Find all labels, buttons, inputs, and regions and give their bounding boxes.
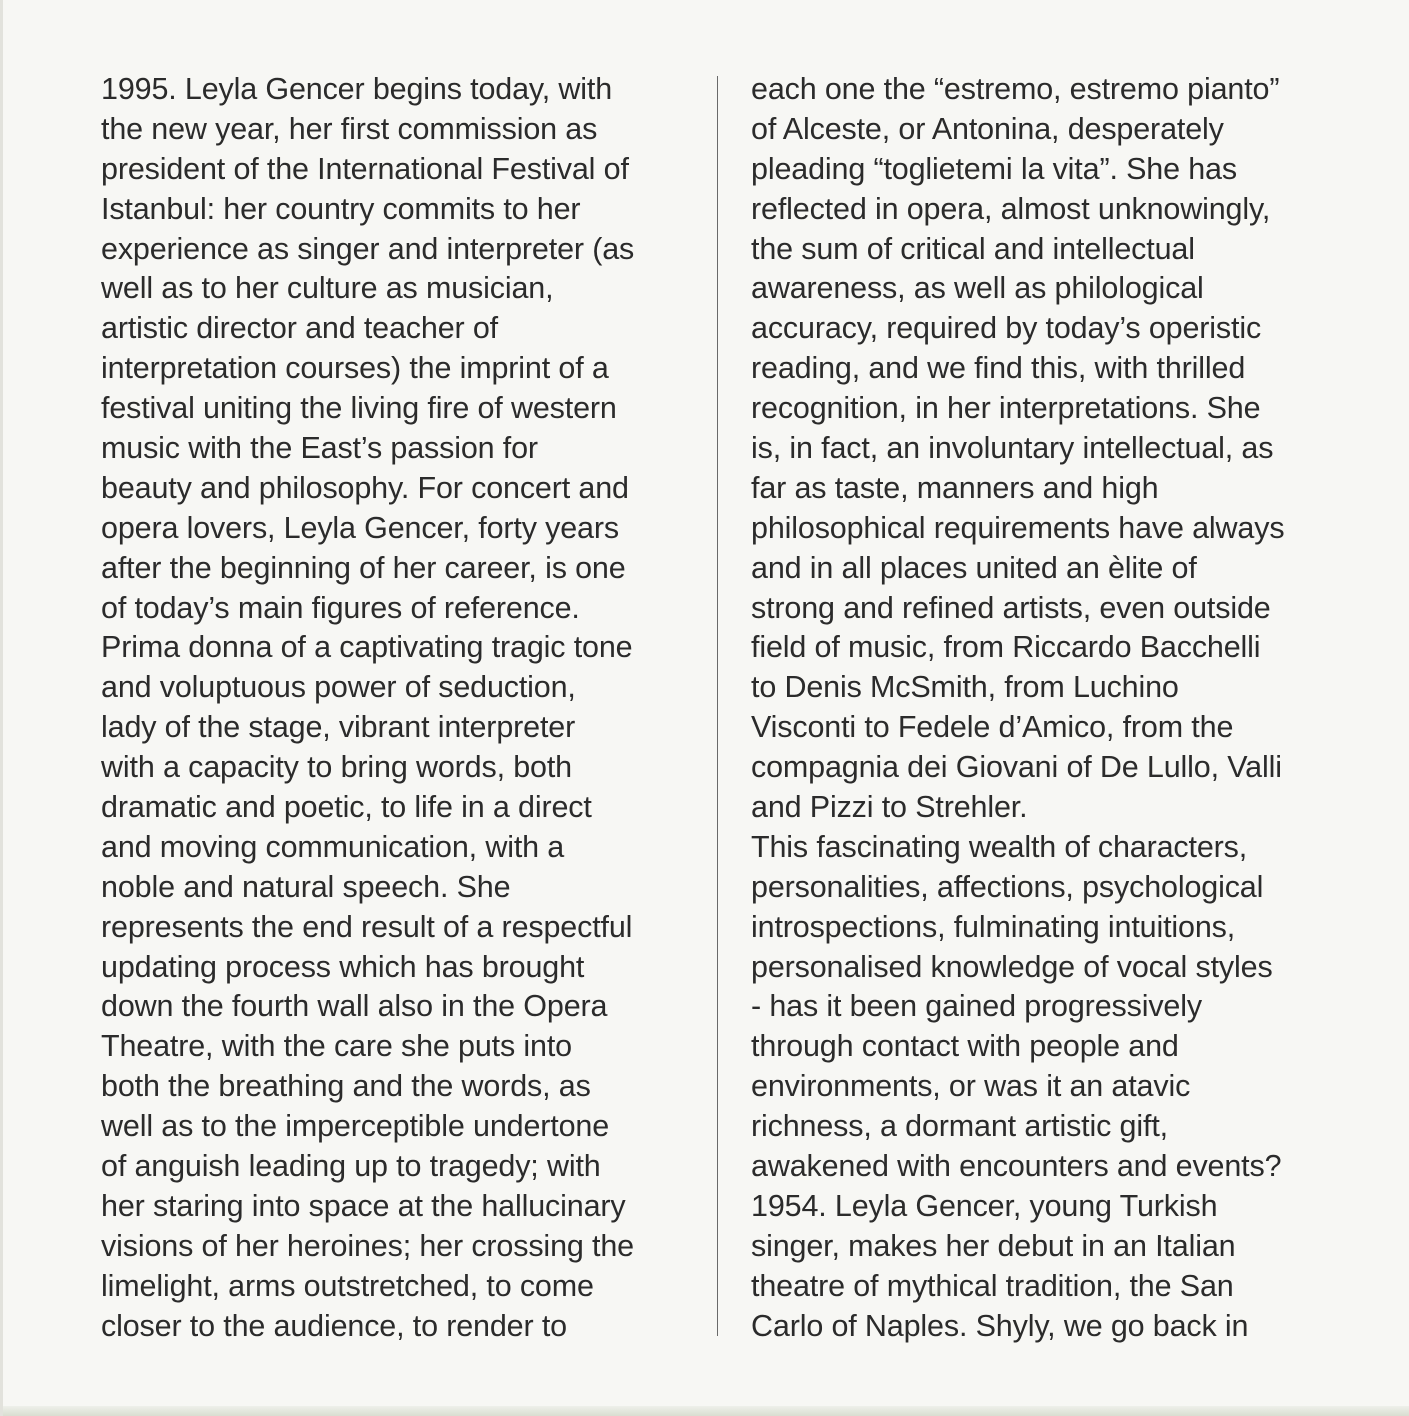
text-line: interpretation courses) the imprint of a: [101, 351, 609, 386]
column-divider: [717, 76, 718, 1336]
text-line: Carlo of Naples. Shyly, we go back in: [751, 1308, 1249, 1343]
text-line: accuracy, required by today’s operistic: [751, 311, 1262, 346]
text-line: noble and natural speech. She: [101, 869, 511, 904]
text-line: of Alceste, or Antonina, desperately: [751, 111, 1224, 146]
text-line: Prima donna of a captivating tragic tone: [101, 630, 633, 665]
text-line: reading, and we find this, with thrilled: [751, 351, 1246, 386]
text-line: through contact with people and: [751, 1029, 1179, 1064]
text-line: - has it been gained progressively: [751, 989, 1202, 1024]
text-line: represents the end result of a respectful: [101, 909, 633, 944]
text-line: far as taste, manners and high: [751, 470, 1159, 505]
text-line: president of the International Festival of: [101, 151, 629, 186]
text-line: visions of her heroines; her crossing the: [101, 1228, 634, 1263]
text-line: dramatic and poetic, to life in a direct: [101, 790, 592, 825]
text-line: experience as singer and interpreter (as: [101, 231, 635, 266]
text-line: after the beginning of her career, is one: [101, 550, 626, 585]
text-line: artistic director and teacher of: [101, 311, 498, 346]
text-line: pleading “toglietemi la vita”. She has: [751, 151, 1237, 186]
text-line: and in all places united an èlite of: [751, 550, 1197, 585]
text-line: closer to the audience, to render to: [101, 1308, 567, 1343]
text-line: is, in fact, an involuntary intellectual, as: [751, 431, 1274, 466]
text-line: This fascinating wealth of characters,: [751, 829, 1248, 864]
right-text-column: [751, 70, 1351, 1347]
text-line: and Pizzi to Strehler.: [751, 790, 1028, 825]
text-line: personalised knowledge of vocal styles: [751, 949, 1273, 984]
text-line: reflected in opera, almost unknowingly,: [751, 191, 1271, 226]
text-line: theatre of mythical tradition, the San: [751, 1268, 1234, 1303]
text-line: the sum of critical and intellectual: [751, 231, 1195, 266]
text-line: 1995. Leyla Gencer begins today, with: [101, 72, 613, 106]
text-line: opera lovers, Leyla Gencer, forty years: [101, 510, 619, 545]
text-line: Visconti to Fedele d’Amico, from the: [751, 710, 1234, 745]
text-line: richness, a dormant artistic gift,: [751, 1109, 1168, 1144]
text-line: philosophical requirements have always: [751, 510, 1285, 545]
text-line: awareness, as well as philological: [751, 271, 1204, 306]
text-line: 1954. Leyla Gencer, young Turkish: [751, 1188, 1218, 1223]
text-line: festival uniting the living fire of western: [101, 391, 617, 426]
text-line: singer, makes her debut in an Italian: [751, 1228, 1236, 1263]
text-line: Istanbul: her country commits to her: [101, 191, 581, 226]
text-line: personalities, affections, psychological: [751, 869, 1264, 904]
text-line: well as to her culture as musician,: [101, 271, 554, 306]
text-line: updating process which has brought: [101, 949, 585, 984]
text-line: well as to the imperceptible undertone: [101, 1109, 610, 1144]
text-line: of today’s main figures of reference.: [101, 590, 580, 625]
page-bottom-edge: [3, 1406, 1409, 1416]
text-line: her staring into space at the hallucinary: [101, 1188, 626, 1223]
text-line: and moving communication, with a: [101, 829, 565, 864]
text-line: with a capacity to bring words, both: [101, 750, 572, 785]
left-text-column: [101, 70, 701, 1347]
text-line: and voluptuous power of seduction,: [101, 670, 576, 705]
text-line: introspections, fulminating intuitions,: [751, 909, 1236, 944]
text-line: strong and refined artists, even outside: [751, 590, 1271, 625]
text-line: to Denis McSmith, from Luchino: [751, 670, 1179, 705]
text-line: awakened with encounters and events?: [751, 1149, 1282, 1184]
text-line: compagnia dei Giovani of De Lullo, Valli: [751, 750, 1282, 785]
text-line: beauty and philosophy. For concert and: [101, 470, 629, 505]
text-line: field of music, from Riccardo Bacchelli: [751, 630, 1261, 665]
text-line: environments, or was it an atavic: [751, 1069, 1191, 1104]
text-line: of anguish leading up to tragedy; with: [101, 1149, 601, 1184]
text-line: down the fourth wall also in the Opera: [101, 989, 608, 1024]
text-line: lady of the stage, vibrant interpreter: [101, 710, 576, 745]
text-line: music with the East’s passion for: [101, 431, 538, 466]
text-line: the new year, her first commission as: [101, 111, 598, 146]
text-line: both the breathing and the words, as: [101, 1069, 591, 1104]
text-line: limelight, arms outstretched, to come: [101, 1268, 594, 1303]
text-line: each one the “estremo, estremo pianto”: [751, 72, 1280, 106]
text-line: recognition, in her interpretations. She: [751, 391, 1261, 426]
text-line: Theatre, with the care she puts into: [101, 1029, 572, 1064]
